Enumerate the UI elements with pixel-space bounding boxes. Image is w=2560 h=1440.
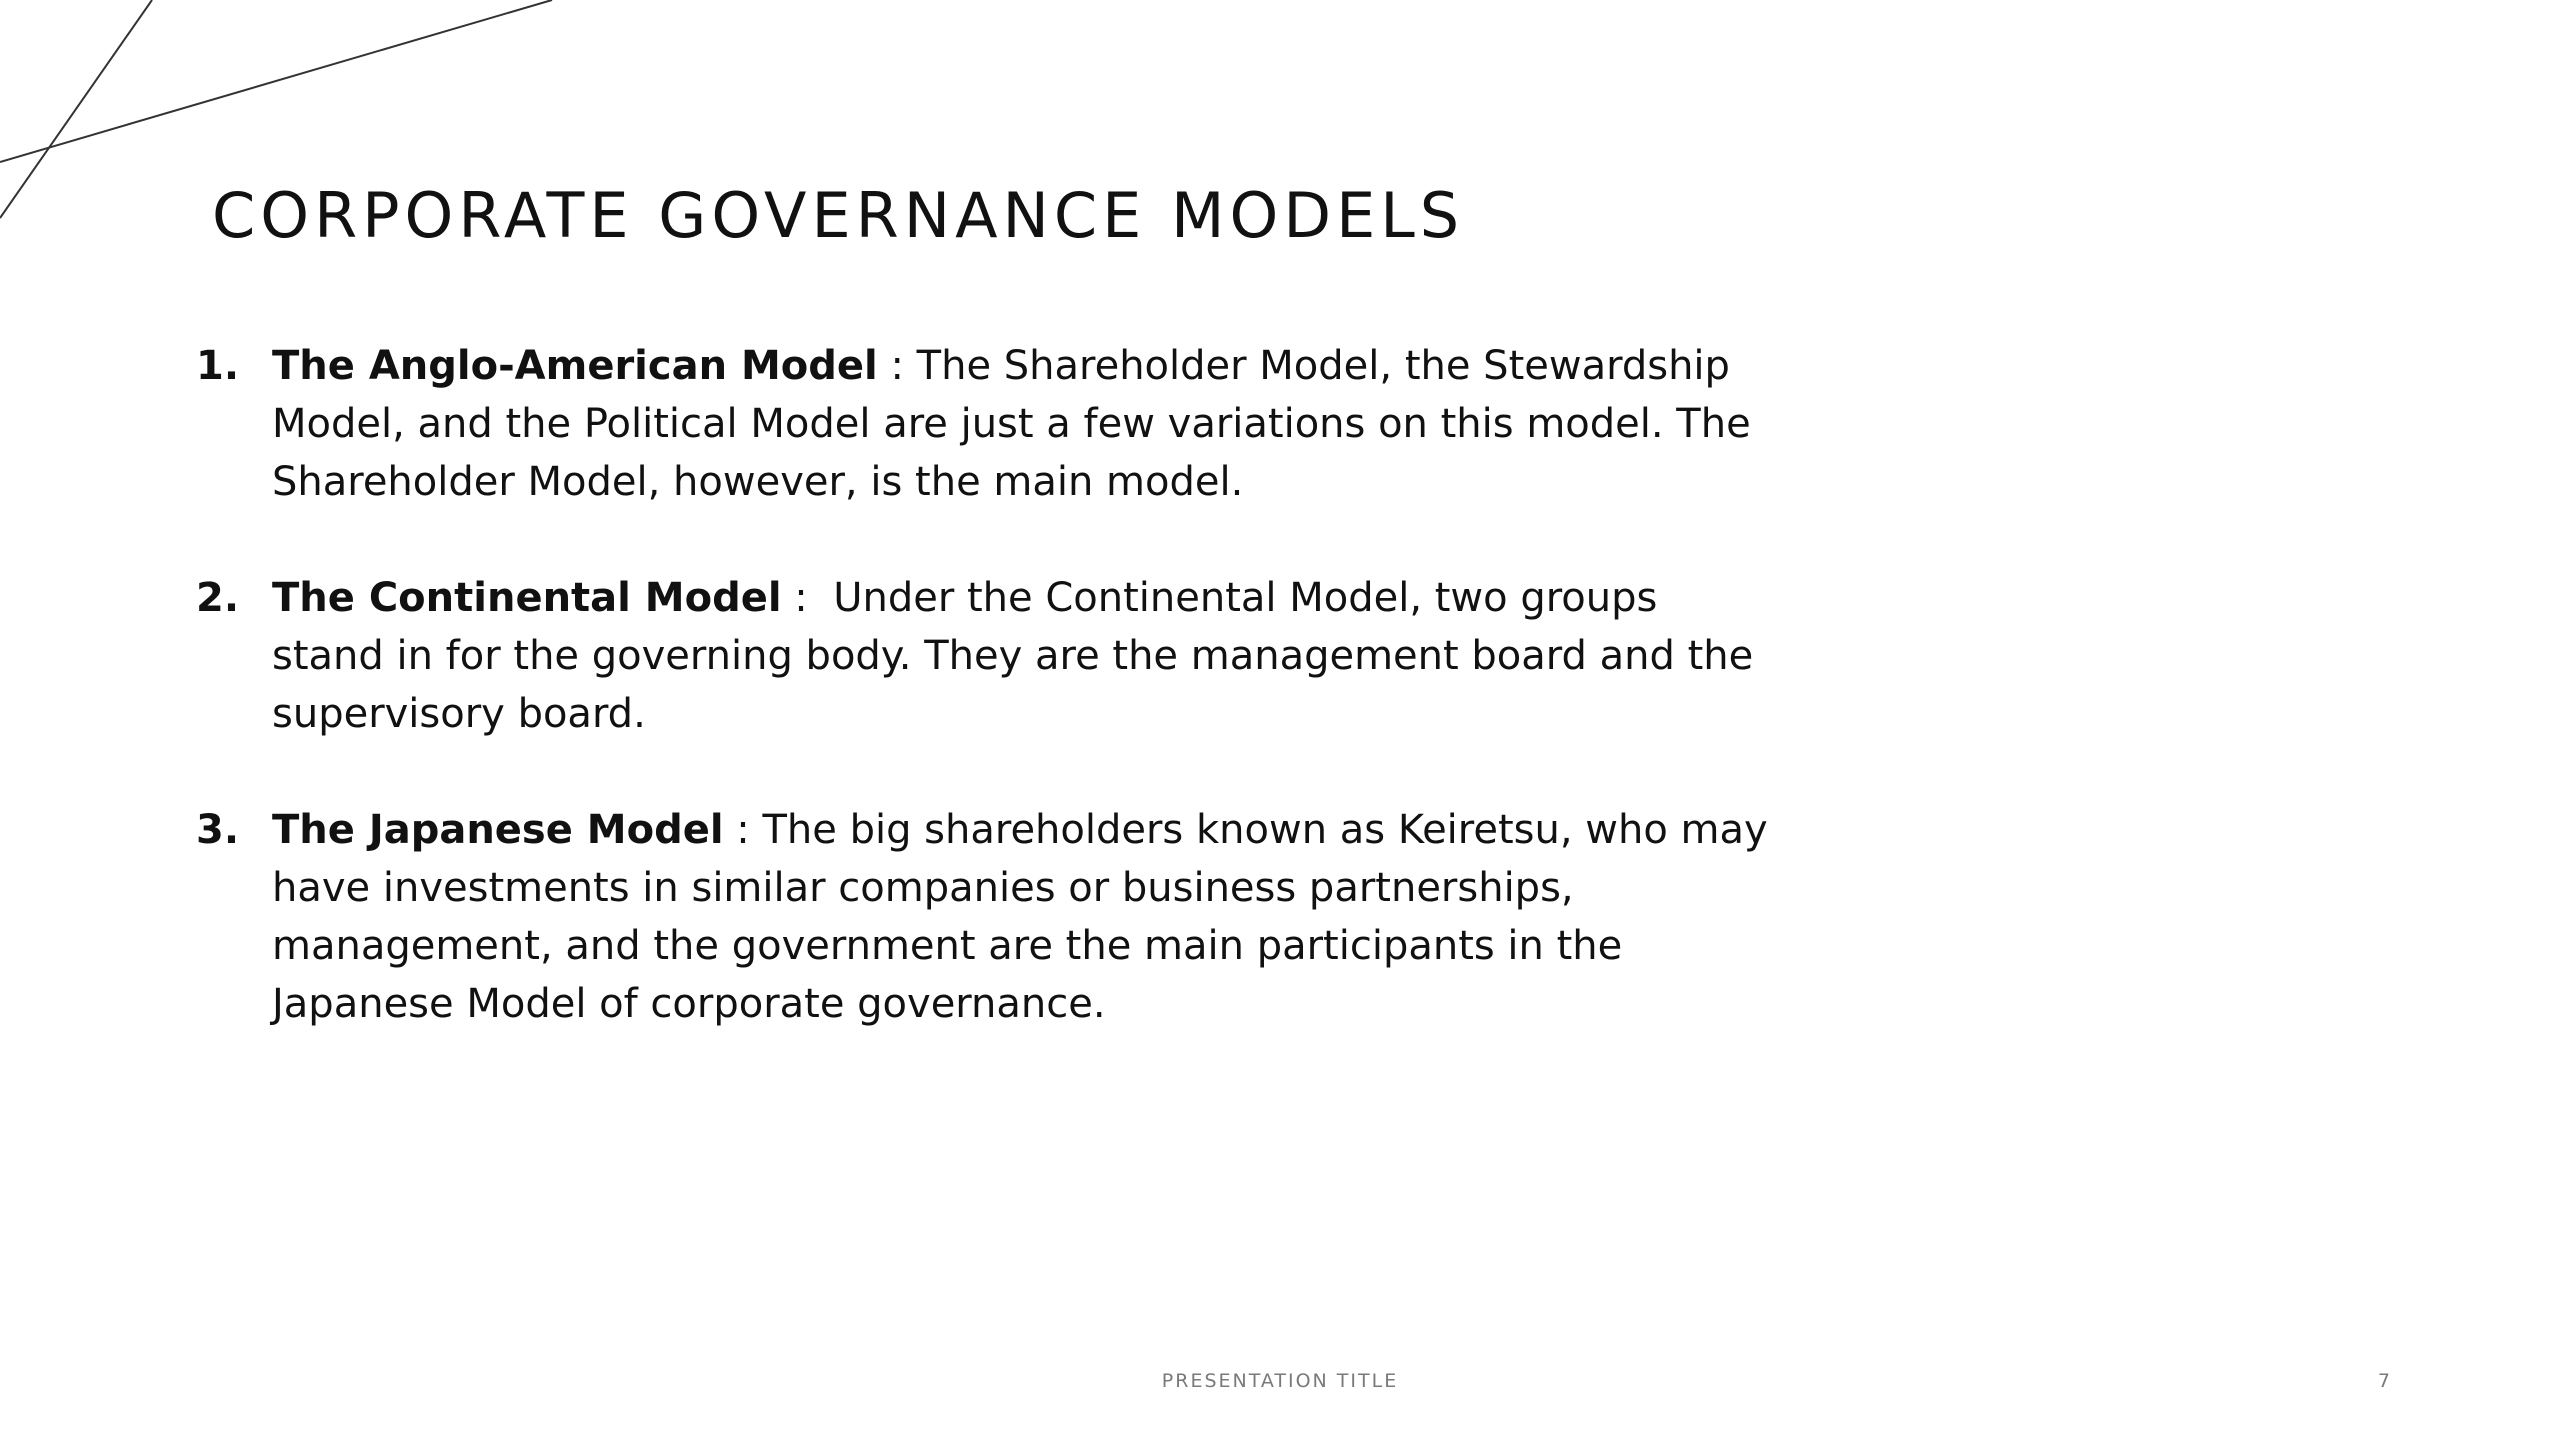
list-item-number: 2. (196, 575, 240, 621)
list-item-continental (196, 569, 1776, 743)
list-item-term: The Continental Model (272, 575, 782, 621)
list-item-description: The Shareholder Model, the Stewardship Model, and the Political Model are just a few variations on this model. The Shareholder Model, however, is the main model. (272, 343, 1751, 505)
list-item-separator: : (781, 575, 834, 621)
list-item-anglo-american (196, 337, 1776, 511)
decorative-line-steep (0, 0, 152, 218)
list-item-japanese (196, 801, 1776, 1033)
list-item-number: 3. (196, 807, 240, 853)
page-number: 7 (2377, 1370, 2390, 1392)
list-item-term: The Anglo-American Model (272, 343, 878, 389)
list-item-separator: : (877, 343, 917, 389)
list-item-number: 1. (196, 343, 240, 389)
list-item-separator: : (723, 807, 763, 853)
slide-title: CORPORATE GOVERNANCE MODELS (212, 179, 1465, 252)
list-item-description: Under the Continental Model, two groups stand in for the governing body. They are the management board and the supervisory board. (272, 575, 1754, 737)
decorative-line-shallow (0, 0, 552, 162)
list-item-term: The Japanese Model (272, 807, 724, 853)
models-list (196, 337, 1776, 1091)
list-item-description: The big shareholders known as Keiretsu, who may have investments in similar companies or business partnerships, management, and the government are the main participants in the Japanese Model of corporate governance. (272, 807, 1768, 1027)
footer-presentation-title: PRESENTATION TITLE (1161, 1370, 1399, 1392)
